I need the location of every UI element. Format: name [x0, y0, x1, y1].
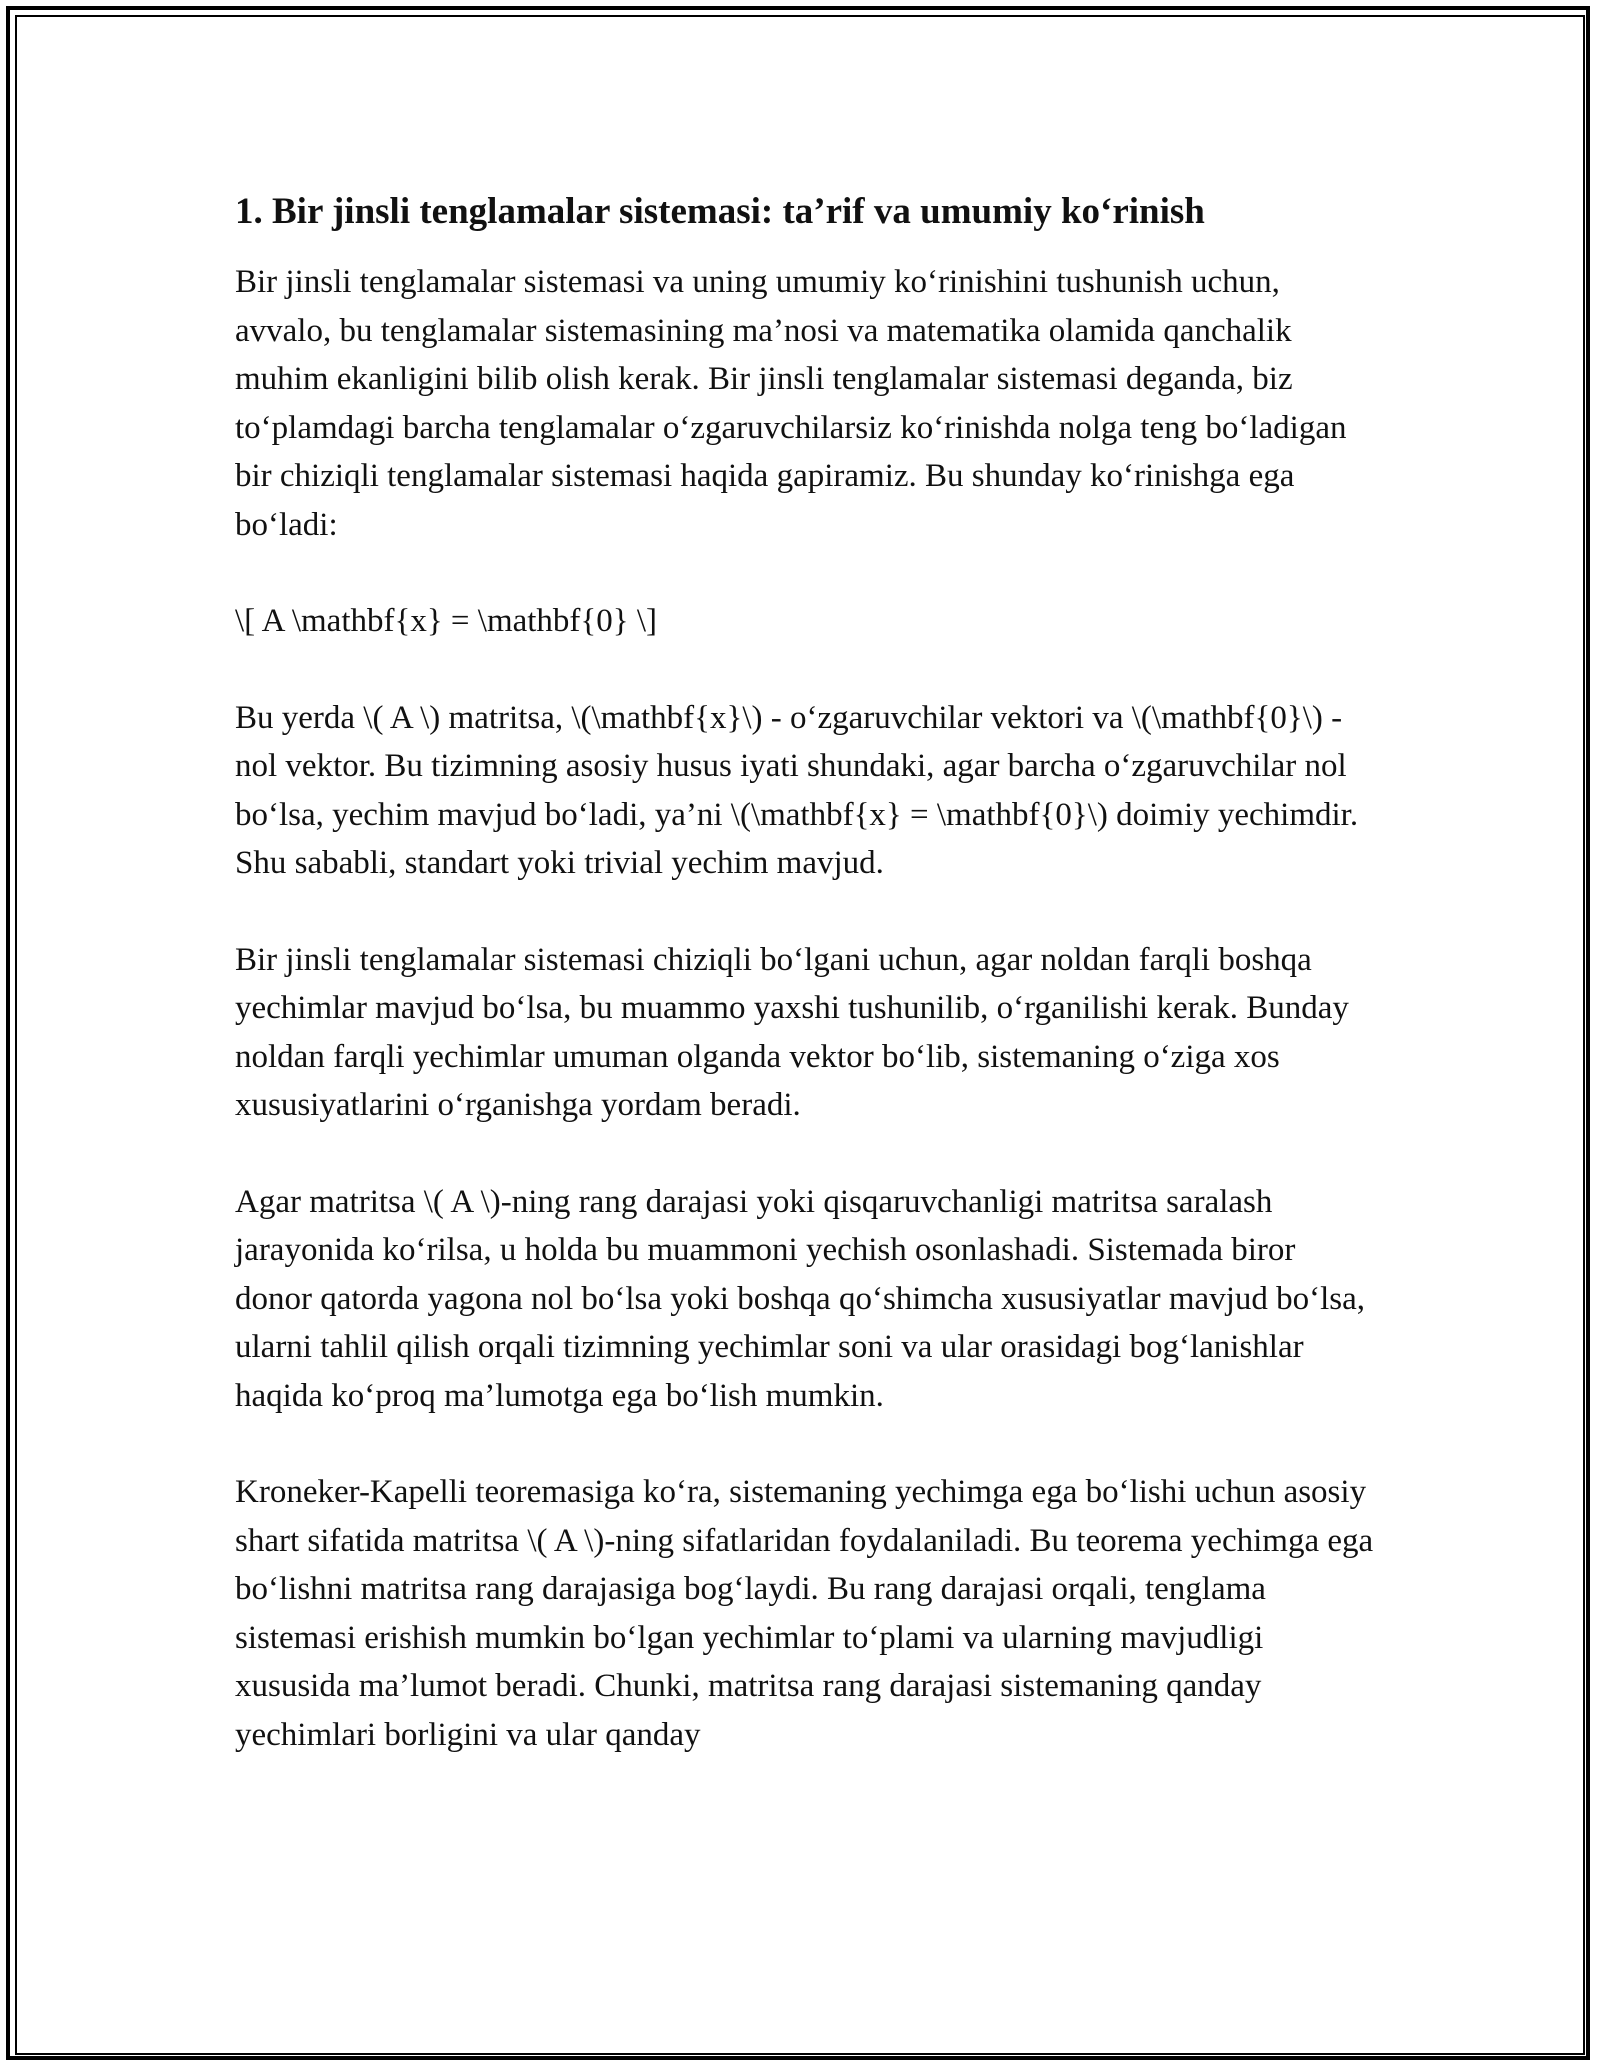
paragraph-definitions: Bu yerda \( A \) matritsa, \(\mathbf{x}\) - o‘zgaruvchilar vektori va \(\mathbf{0}\) - nol vektor. Bu tizimning asosiy husus iyati shundaki, agar barcha o‘zgaruvchilar nol bo‘lsa, yechim mavjud bo‘ladi, ya’ni \(\mathbf{x} = \mathbf{0}\) doimiy yechimdir. Shu sababli, standart yoki trivial yechim mavjud. — [235, 699, 1359, 881]
document-page — [235, 182, 1375, 1759]
equation-line: \[ A \mathbf{x} = \mathbf{0} \] — [235, 603, 658, 639]
paragraph-intro: Bir jinsli tenglamalar sistemasi va uning umumiy ko‘rinishini tushunish uchun, avvalo, bu tenglamalar sistemasining ma’nosi va matematika olamida qanchalik muhim ekanligini bilib olish kerak. Bir jinsli tenglamalar sistemasi deganda, biz to‘plamdagi barcha tenglamalar o‘zgaruvchilarsiz ko‘rinishda nolga teng bo‘ladigan bir chiziqli tenglamalar sistemasi haqida gapiramiz. Bu shunday ko‘rinishga ega bo‘ladi: — [235, 264, 1347, 543]
paragraph-kronecker-capelli: Kroneker-Kapelli teoremasiga ko‘ra, sistemaning yechimga ega bo‘lishi uchun asosiy shart sifatida matritsa \( A \)-ning sifatlaridan foydalaniladi. Bu teorema yechimga ega bo‘lishni matritsa rang darajasiga bog‘laydi. Bu rang darajasi orqali, tenglama sistemasi erishish mumkin bo‘lgan yechimlar to‘plami va ularning mavjudligi xususida ma’lumot beradi. Chunki, matritsa rang darajasi sistemaning qanday yechimlari borligini va ular qanday — [235, 1474, 1374, 1753]
section-title: 1. Bir jinsli tenglamalar sistemasi: ta’rif va umumiy ko‘rinish — [235, 191, 1205, 232]
paragraph-rank: Agar matritsa \( A \)-ning rang darajasi yoki qisqaruvchanligi matritsa saralash jarayonida ko‘rilsa, u holda bu muammoni yechish osonlashadi. Sistemada biror donor qatorda yagona nol bo‘lsa yoki boshqa qo‘shimcha xususiyatlar mavjud bo‘lsa, ularni tahlil qilish orqali tizimning yechimlar soni va ular orasidagi bog‘lanishlar haqida ko‘proq ma’lumotga ega bo‘lish mumkin. — [235, 1183, 1366, 1414]
paragraph-nontrivial: Bir jinsli tenglamalar sistemasi chiziqli bo‘lgani uchun, agar noldan farqli boshqa yechimlar mavjud bo‘lsa, bu muammo yaxshi tushunilib, o‘rganilishi kerak. Bunday noldan farqli yechimlar umuman olganda vektor bo‘lib, sistemaning o‘ziga xos xususiyatlarini o‘rganishga yordam beradi. — [235, 941, 1349, 1123]
